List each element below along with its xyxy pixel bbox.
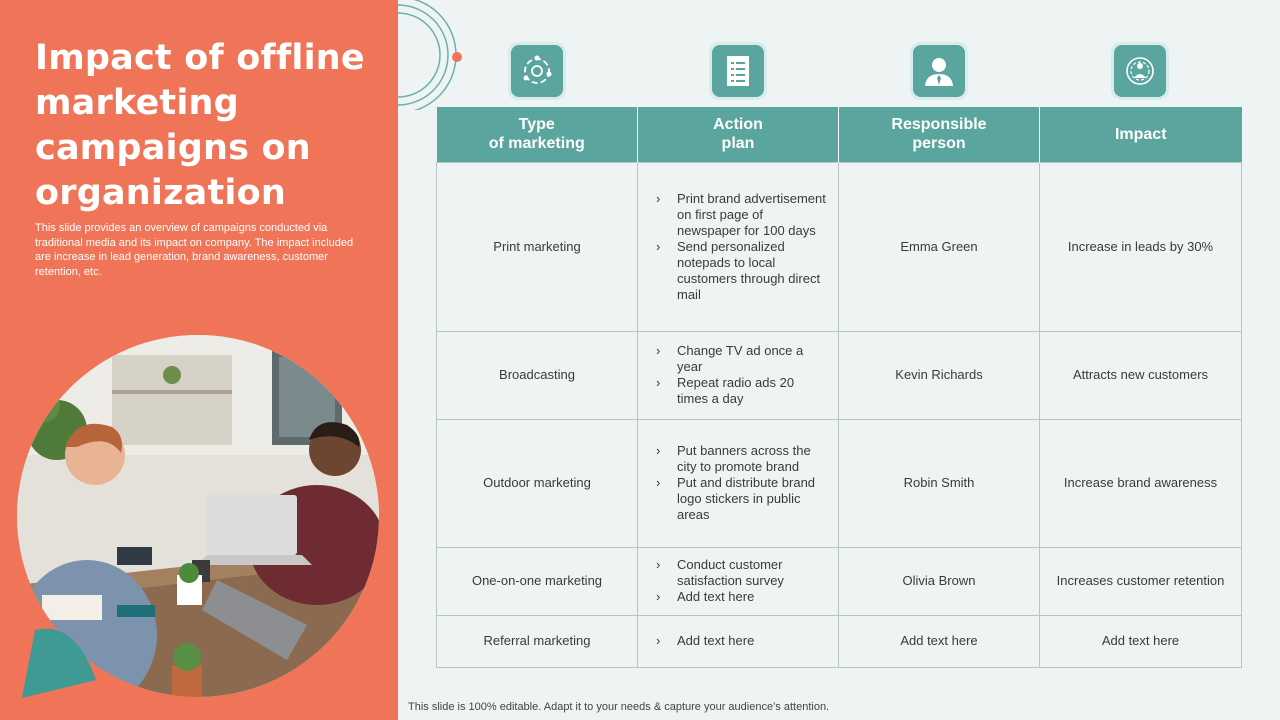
header-responsible-person: Responsible person [839,107,1040,162]
action-item: › Put banners across the city to promote brand [656,443,811,474]
action-item: › Send personalized notepads to local customers through direct mail [656,238,821,302]
decorative-rings [398,0,478,110]
impact-target-icon [1111,42,1169,100]
header-action-plan: Action plan [638,107,839,162]
cell-type: Broadcasting [437,331,638,419]
table-header-row [437,107,1242,162]
action-item: › Put and distribute brand logo stickers in public areas [656,475,816,522]
cell-action-plan [638,419,839,547]
cell-person: Emma Green [839,162,1040,331]
cell-impact: Increase brand awareness [1040,419,1242,547]
footer-note: This slide is 100% editable. Adapt it to your needs & capture your audience’s attention. [408,701,830,713]
action-item: › Add text here [656,589,755,604]
left-panel [0,0,398,720]
header-type: Type of marketing [437,107,638,162]
cell-action-plan [638,162,839,331]
slide-description: This slide provides an overview of campaigns conducted via traditional media and its impact on company. The impact included are increase in lead generation, brand awareness, customer retention, etc. [35,222,354,278]
cell-action-plan [638,615,839,667]
person-icon [910,42,968,100]
cell-impact: Increase in leads by 30% [1040,162,1242,331]
cell-person: Add text here [839,615,1040,667]
cell-type: Print marketing [437,162,638,331]
cell-type: Referral marketing [437,615,638,667]
slide-title: Impact of offline marketing campaigns on organization [35,38,365,213]
action-item: › Change TV ad once a year [656,343,804,374]
office-meeting-photo [17,335,379,697]
action-item: › Add text here [656,633,755,648]
cell-impact: Attracts new customers [1040,331,1242,419]
cell-impact: Increases customer retention [1040,547,1242,615]
cell-action-plan [638,547,839,615]
table-row [437,331,1242,419]
cell-impact: Add text here [1040,615,1242,667]
cell-person: Kevin Richards [839,331,1040,419]
cell-type: One-on-one marketing [437,547,638,615]
cell-person: Olivia Brown [839,547,1040,615]
table-row [437,162,1242,331]
cell-type: Outdoor marketing [437,419,638,547]
table-row [437,419,1242,547]
action-item: › Conduct customer satisfaction survey [656,557,784,588]
header-impact: Impact [1040,107,1242,162]
action-item: › Print brand advertisement on first page of newspaper for 100 days [656,190,826,238]
document-list-icon [709,42,767,100]
action-item: › Repeat radio ads 20 times a day [656,375,795,406]
cell-person: Robin Smith [839,419,1040,547]
table-row [437,615,1242,667]
table-row [437,547,1242,615]
marketing-table [436,107,1241,668]
cell-action-plan [638,331,839,419]
marketing-cycle-icon [508,42,566,100]
